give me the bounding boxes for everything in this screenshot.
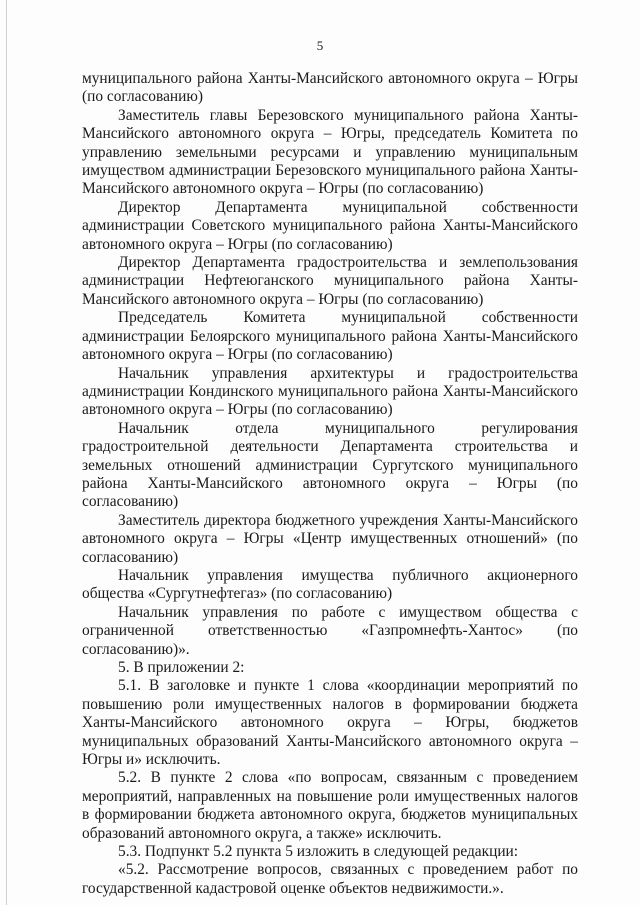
- paragraph: Заместитель главы Березовского муниципального района Ханты-Мансийского автономного округа – Югры, председатель Комитета по управлению земельными ресурсами и управлению муниципальным имуществом администрации Березовского муниципального района Ханты-Мансийского автономного округа – Югры (по согласованию): [82, 106, 578, 198]
- paragraph: 5.2. В пункте 2 слова «по вопросам, связанным с проведением мероприятий, направленных на повышение роли имущественных налогов в формировании бюджета автономного округа, бюджетов муниципальных образований автономного округа, а также» исключить.: [82, 769, 578, 842]
- paragraph: Начальник отдела муниципального регулирования градостроительной деятельности Департамента строительства и земельных отношений администрации Сургутского муниципального района Ханты-Мансийского автономного округа – Югры (по согласованию): [82, 419, 578, 511]
- paragraph: 5.1. В заголовке и пункте 1 слова «координации мероприятий по повышению роли имущественных налогов в формировании бюджета Ханты-Мансийского автономного округа – Югры, бюджетов муниципальных образований Ханты-Мансийского автономного округа – Югры и» исключить.: [82, 677, 578, 769]
- paragraph: Директор Департамента градостроительства и землепользования администрации Нефтеюганского муниципального района Ханты-Мансийского автономного округа – Югры (по согласованию): [82, 254, 578, 308]
- page-edge-line: [6, 0, 7, 905]
- paragraph: Начальник управления архитектуры и градостроительства администрации Кондинского муниципального района Ханты-Мансийского автономного округа – Югры (по согласованию): [82, 364, 578, 419]
- paragraph: 5. В приложении 2:: [118, 659, 245, 676]
- paragraph: Начальник управления имущества публичного акционерного общества «Сургутнефтегаз» (по согласованию): [82, 566, 578, 603]
- paragraph: Начальник управления по работе с имуществом общества с ограниченной ответственностью «Газпромнефть-Хантос» (по согласованию)».: [82, 603, 578, 658]
- paragraph: Директор Департамента муниципальной собственности администрации Советского муниципального района Ханты-Мансийского автономного округа – Югры (по согласованию): [82, 198, 578, 253]
- page-number: 5: [316, 38, 324, 53]
- paragraph-continuation: муниципального района Ханты-Мансийского автономного округа – Югры (по согласованию): [82, 70, 578, 106]
- paragraph: «5.2. Рассмотрение вопросов, связанных с проведением работ по государственной кадастровой оценке объектов недвижимости.».: [82, 861, 578, 897]
- paragraph: Председатель Комитета муниципальной собственности администрации Белоярского муниципального района Ханты-Мансийского автономного округа – Югры (по согласованию): [82, 309, 578, 364]
- paragraph: Заместитель директора бюджетного учреждения Ханты-Мансийского автономного округа – Югры «Центр имущественных отношений» (по согласованию): [82, 511, 578, 566]
- document-body: [82, 70, 578, 898]
- paragraph: 5.3. Подпункт 5.2 пункта 5 изложить в следующей редакции:: [118, 843, 519, 861]
